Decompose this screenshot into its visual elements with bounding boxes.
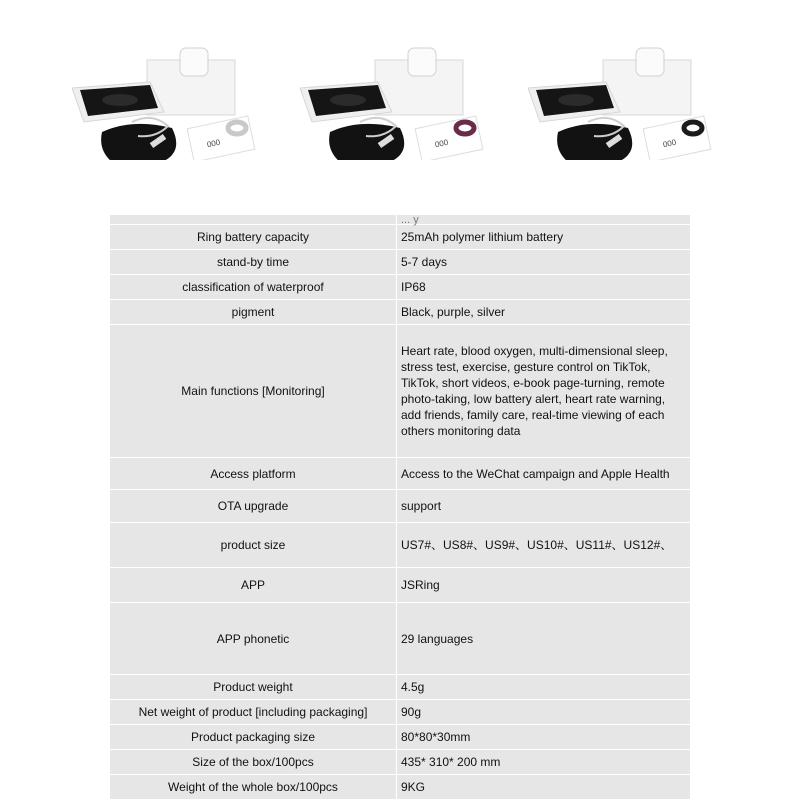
spec-label: Size of the box/100pcs	[110, 750, 397, 775]
spec-label: stand-by time	[110, 250, 397, 275]
table-row	[110, 523, 691, 568]
table-row	[110, 700, 691, 725]
spec-label: Weight of the whole box/100pcs	[110, 775, 397, 800]
table-row	[110, 275, 691, 300]
spec-label: product size	[110, 523, 397, 568]
product-photo-purple	[300, 40, 500, 160]
spec-value: 80*80*30mm	[397, 725, 691, 750]
spec-value: Heart rate, blood oxygen, multi-dimensional sleep, stress test, exercise, gesture control on TikTok, TikTok, short videos, e-book page-turning, remote photo-taking, low battery alert, heart rate warning, add friends, family care, real-time viewing of each others monitoring data	[397, 325, 691, 458]
spec-value: Access to the WeChat campaign and Apple Health	[397, 458, 691, 490]
spec-value: 435* 310* 200 mm	[397, 750, 691, 775]
spec-label: Net weight of product [including packaging]	[110, 700, 397, 725]
spec-value: Black, purple, silver	[397, 300, 691, 325]
card-text: 000	[206, 137, 222, 150]
table-row	[110, 675, 691, 700]
table-row	[110, 775, 691, 800]
spec-value: 4.5g	[397, 675, 691, 700]
spec-label	[110, 215, 397, 225]
table-row	[110, 750, 691, 775]
table-row	[110, 725, 691, 750]
table-row	[110, 250, 691, 275]
table-row	[110, 300, 691, 325]
card-text: 000	[434, 137, 450, 150]
table-row-cutoff	[110, 215, 691, 225]
spec-value: ... y	[397, 215, 691, 225]
table-row	[110, 603, 691, 675]
spec-table	[109, 214, 691, 800]
spec-label: Main functions [Monitoring]	[110, 325, 397, 458]
spec-label: APP phonetic	[110, 603, 397, 675]
spec-value: 9KG	[397, 775, 691, 800]
package-image-silver	[72, 40, 272, 160]
spec-label: Product packaging size	[110, 725, 397, 750]
table-row	[110, 490, 691, 523]
product-photo-silver	[72, 40, 272, 160]
table-row	[110, 225, 691, 250]
spec-label: pigment	[110, 300, 397, 325]
table-row	[110, 568, 691, 603]
spec-label: Product weight	[110, 675, 397, 700]
spec-value: 5-7 days	[397, 250, 691, 275]
table-row	[110, 458, 691, 490]
spec-label: APP	[110, 568, 397, 603]
spec-value: 29 languages	[397, 603, 691, 675]
spec-label: Ring battery capacity	[110, 225, 397, 250]
spec-value: US7#、US8#、US9#、US10#、US11#、US12#、	[397, 523, 691, 568]
table-row	[110, 325, 691, 458]
spec-value: JSRing	[397, 568, 691, 603]
package-image-purple	[300, 40, 500, 160]
spec-value: 25mAh polymer lithium battery	[397, 225, 691, 250]
spec-label: Access platform	[110, 458, 397, 490]
spec-label: classification of waterproof	[110, 275, 397, 300]
spec-label: OTA upgrade	[110, 490, 397, 523]
spec-value: 90g	[397, 700, 691, 725]
product-photos	[0, 0, 800, 215]
package-image-black	[528, 40, 728, 160]
spec-value: IP68	[397, 275, 691, 300]
product-photo-black	[528, 40, 728, 160]
card-text: 000	[662, 137, 678, 150]
spec-value: support	[397, 490, 691, 523]
